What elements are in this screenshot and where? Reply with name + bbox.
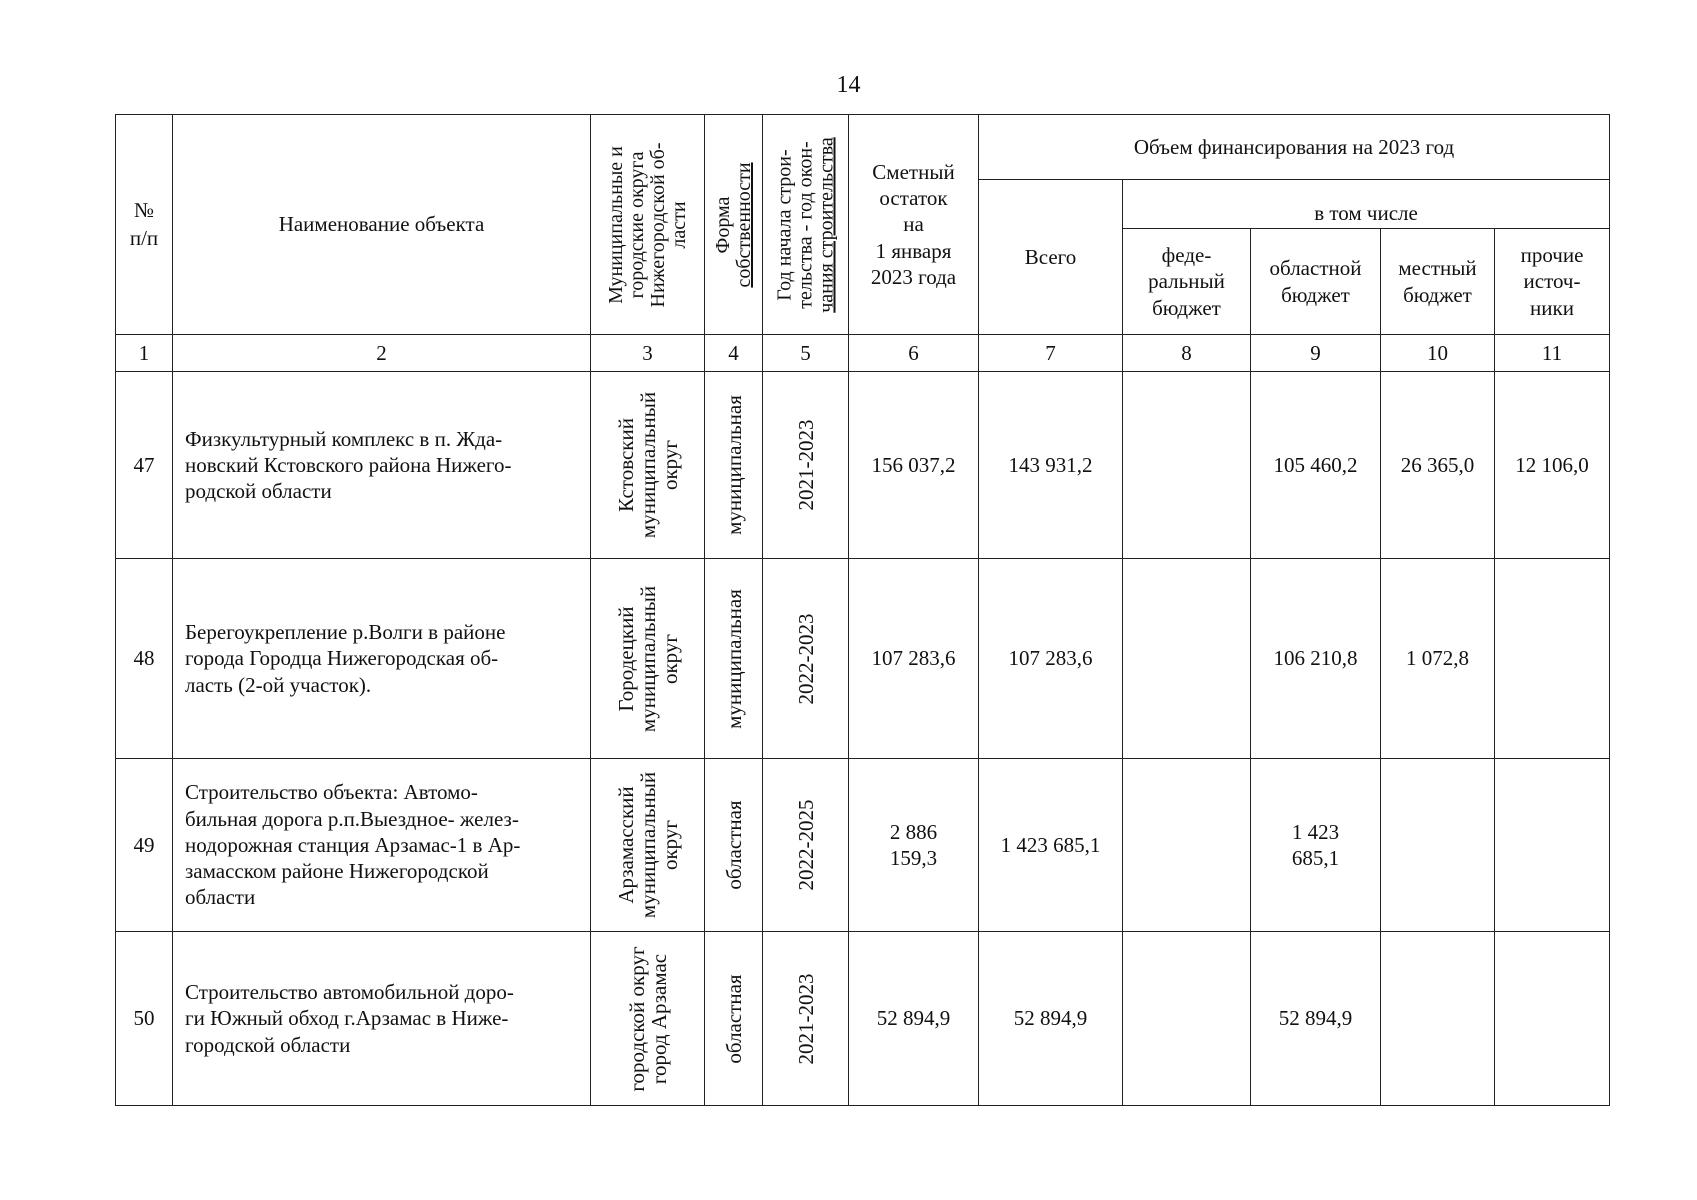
district-line: округ xyxy=(657,439,682,491)
column-number: 11 xyxy=(1495,335,1610,372)
header-number-text: № п/п xyxy=(129,198,159,250)
financing-total: 143 931,2 xyxy=(979,372,1123,559)
header-years-line: чания строительства xyxy=(815,136,837,313)
header-district xyxy=(591,115,705,335)
column-number: 6 xyxy=(849,335,979,372)
district-line: Кстовский xyxy=(613,418,638,513)
object-name-line: Строительство объекта: Автомо- xyxy=(185,780,478,805)
years-text: 2022-2023 xyxy=(793,613,818,704)
header-years-line: Год начала строи- xyxy=(773,148,795,301)
district-line: Городецкий xyxy=(613,605,638,712)
header-estimate-line: остаток xyxy=(879,186,948,211)
header-estimate-remainder xyxy=(849,115,979,335)
ownership xyxy=(705,372,763,559)
district-line: муниципальный xyxy=(635,585,660,732)
column-number: 2 xyxy=(173,335,591,372)
regional-budget-line: 1 423 xyxy=(1291,819,1340,844)
years xyxy=(763,759,849,932)
row-number: 47 xyxy=(116,372,173,559)
federal-budget xyxy=(1123,759,1251,932)
header-district-line: Муниципальные и xyxy=(604,145,627,304)
table-row xyxy=(116,759,1610,932)
header-federal-line: бюджет xyxy=(1152,295,1221,320)
other-sources xyxy=(1495,559,1610,759)
estimate-remainder xyxy=(849,759,979,932)
header-total: Всего xyxy=(979,180,1123,335)
local-budget xyxy=(1381,932,1495,1106)
table-row xyxy=(116,932,1610,1106)
federal-budget xyxy=(1123,932,1251,1106)
table-row xyxy=(116,372,1610,559)
header-federal-line: ральный xyxy=(1148,269,1225,294)
object-name-line: родской области xyxy=(185,479,332,504)
years-text: 2022-2025 xyxy=(793,799,818,891)
header-other-line: ники xyxy=(1530,295,1574,320)
district xyxy=(591,759,705,932)
row-number: 50 xyxy=(116,932,173,1106)
object-name-line: замасском районе Нижегородской xyxy=(185,859,489,884)
object-name-line: нодорожная станция Арзамас-1 в Ар- xyxy=(185,832,521,857)
estimate-remainder-line: 159,3 xyxy=(889,846,938,870)
district-line: Арзамасский xyxy=(613,786,638,904)
object-name xyxy=(173,372,591,559)
header-ownership-line: собственности xyxy=(732,161,755,288)
district-line: округ xyxy=(657,819,682,871)
header-row-top xyxy=(116,115,1610,180)
page-number: 14 xyxy=(836,72,861,98)
object-name-line: Строительство автомобильной доро- xyxy=(185,980,514,1005)
header-regional xyxy=(1251,229,1381,335)
header-district-line: Нижегородской об- xyxy=(646,142,669,307)
header-other-line: источ- xyxy=(1523,269,1581,294)
column-number: 7 xyxy=(979,335,1123,372)
object-name-line: Физкультурный комплекс в п. Жда- xyxy=(185,426,503,451)
table-row xyxy=(116,559,1610,759)
column-number: 9 xyxy=(1251,335,1381,372)
regional-budget: 105 460,2 xyxy=(1251,372,1381,559)
row-number: 49 xyxy=(116,759,173,932)
column-number: 10 xyxy=(1381,335,1495,372)
financing-table xyxy=(115,114,1610,1106)
header-district-line: городские округа xyxy=(625,151,648,299)
ownership xyxy=(705,932,763,1106)
column-number-row xyxy=(116,335,1610,372)
object-name xyxy=(173,559,591,759)
header-estimate-line: на xyxy=(903,212,924,237)
header-regional-line: бюджет xyxy=(1281,282,1350,307)
years-text: 2021-2023 xyxy=(793,973,818,1064)
header-other xyxy=(1495,229,1610,335)
years xyxy=(763,932,849,1106)
header-including: в том числе xyxy=(1123,180,1610,229)
district xyxy=(591,932,705,1106)
object-name-line: новский Кстовского района Нижего- xyxy=(185,452,512,477)
header-other-line: прочие xyxy=(1520,243,1584,268)
financing-total: 1 423 685,1 xyxy=(979,759,1123,932)
header-number xyxy=(116,115,173,335)
ownership-text: областная xyxy=(721,973,746,1064)
local-budget: 1 072,8 xyxy=(1381,559,1495,759)
header-years-line: тельства - год окон- xyxy=(794,140,816,309)
local-budget: 26 365,0 xyxy=(1381,372,1495,559)
header-ownership xyxy=(705,115,763,335)
estimate-remainder: 107 283,6 xyxy=(849,559,979,759)
district-line: муниципальный xyxy=(635,771,660,919)
row-number: 48 xyxy=(116,559,173,759)
regional-budget-line: 685,1 xyxy=(1291,846,1340,870)
object-name xyxy=(173,759,591,932)
object-name-line: бильная дорога р.п.Выездное- желез- xyxy=(185,806,519,831)
ownership-text: муниципальная xyxy=(721,588,746,729)
local-budget xyxy=(1381,759,1495,932)
federal-budget xyxy=(1123,372,1251,559)
header-district-line: ласти xyxy=(667,200,690,249)
federal-budget xyxy=(1123,559,1251,759)
years xyxy=(763,559,849,759)
estimate-remainder: 156 037,2 xyxy=(849,372,979,559)
header-regional-line: областной xyxy=(1269,256,1362,281)
ownership-text: муниципальная xyxy=(721,395,746,535)
estimate-remainder: 52 894,9 xyxy=(849,932,979,1106)
ownership-text: областная xyxy=(721,800,746,890)
object-name-line: города Городца Нижегородская об- xyxy=(185,646,499,671)
column-number: 5 xyxy=(763,335,849,372)
ownership xyxy=(705,559,763,759)
years xyxy=(763,372,849,559)
other-sources xyxy=(1495,759,1610,932)
column-number: 1 xyxy=(116,335,173,372)
object-name-line: области xyxy=(185,885,256,910)
regional-budget: 106 210,8 xyxy=(1251,559,1381,759)
object-name-line: ласть (2-ой участок). xyxy=(185,672,372,697)
district-line: муниципальный xyxy=(635,391,660,539)
column-number: 8 xyxy=(1123,335,1251,372)
header-federal xyxy=(1123,229,1251,335)
ownership xyxy=(705,759,763,932)
column-number: 4 xyxy=(705,335,763,372)
object-name xyxy=(173,932,591,1106)
header-estimate-line: Сметный xyxy=(872,159,955,184)
header-years xyxy=(763,115,849,335)
header-local-line: местный xyxy=(1398,256,1477,281)
district xyxy=(591,559,705,759)
financing-total: 52 894,9 xyxy=(979,932,1123,1106)
header-financing-title: Объем финансирования на 2023 год xyxy=(979,115,1610,180)
header-federal-line: феде- xyxy=(1161,243,1212,268)
other-sources: 12 106,0 xyxy=(1495,372,1610,559)
header-local xyxy=(1381,229,1495,335)
district-line: городской округ xyxy=(624,945,649,1092)
header-estimate-line: 2023 года xyxy=(870,264,957,289)
header-object-name: Наименование объекта xyxy=(173,115,591,335)
header-estimate-line: 1 января xyxy=(875,238,952,263)
years-text: 2021-2023 xyxy=(793,419,818,511)
column-number: 3 xyxy=(591,335,705,372)
financing-total: 107 283,6 xyxy=(979,559,1123,759)
regional-budget: 52 894,9 xyxy=(1251,932,1381,1106)
regional-budget xyxy=(1251,759,1381,932)
object-name-line: городской области xyxy=(185,1032,351,1057)
object-name-line: Берегоукрепление р.Волги в районе xyxy=(185,620,506,645)
estimate-remainder-line: 2 886 xyxy=(889,819,938,844)
district xyxy=(591,372,705,559)
header-ownership-line: Форма xyxy=(711,196,734,253)
header-local-line: бюджет xyxy=(1403,282,1472,307)
other-sources xyxy=(1495,932,1610,1106)
object-name-line: ги Южный обход г.Арзамас в Ниже- xyxy=(185,1006,509,1031)
district-line: город Арзамас xyxy=(646,953,671,1084)
district-line: округ xyxy=(657,633,682,684)
